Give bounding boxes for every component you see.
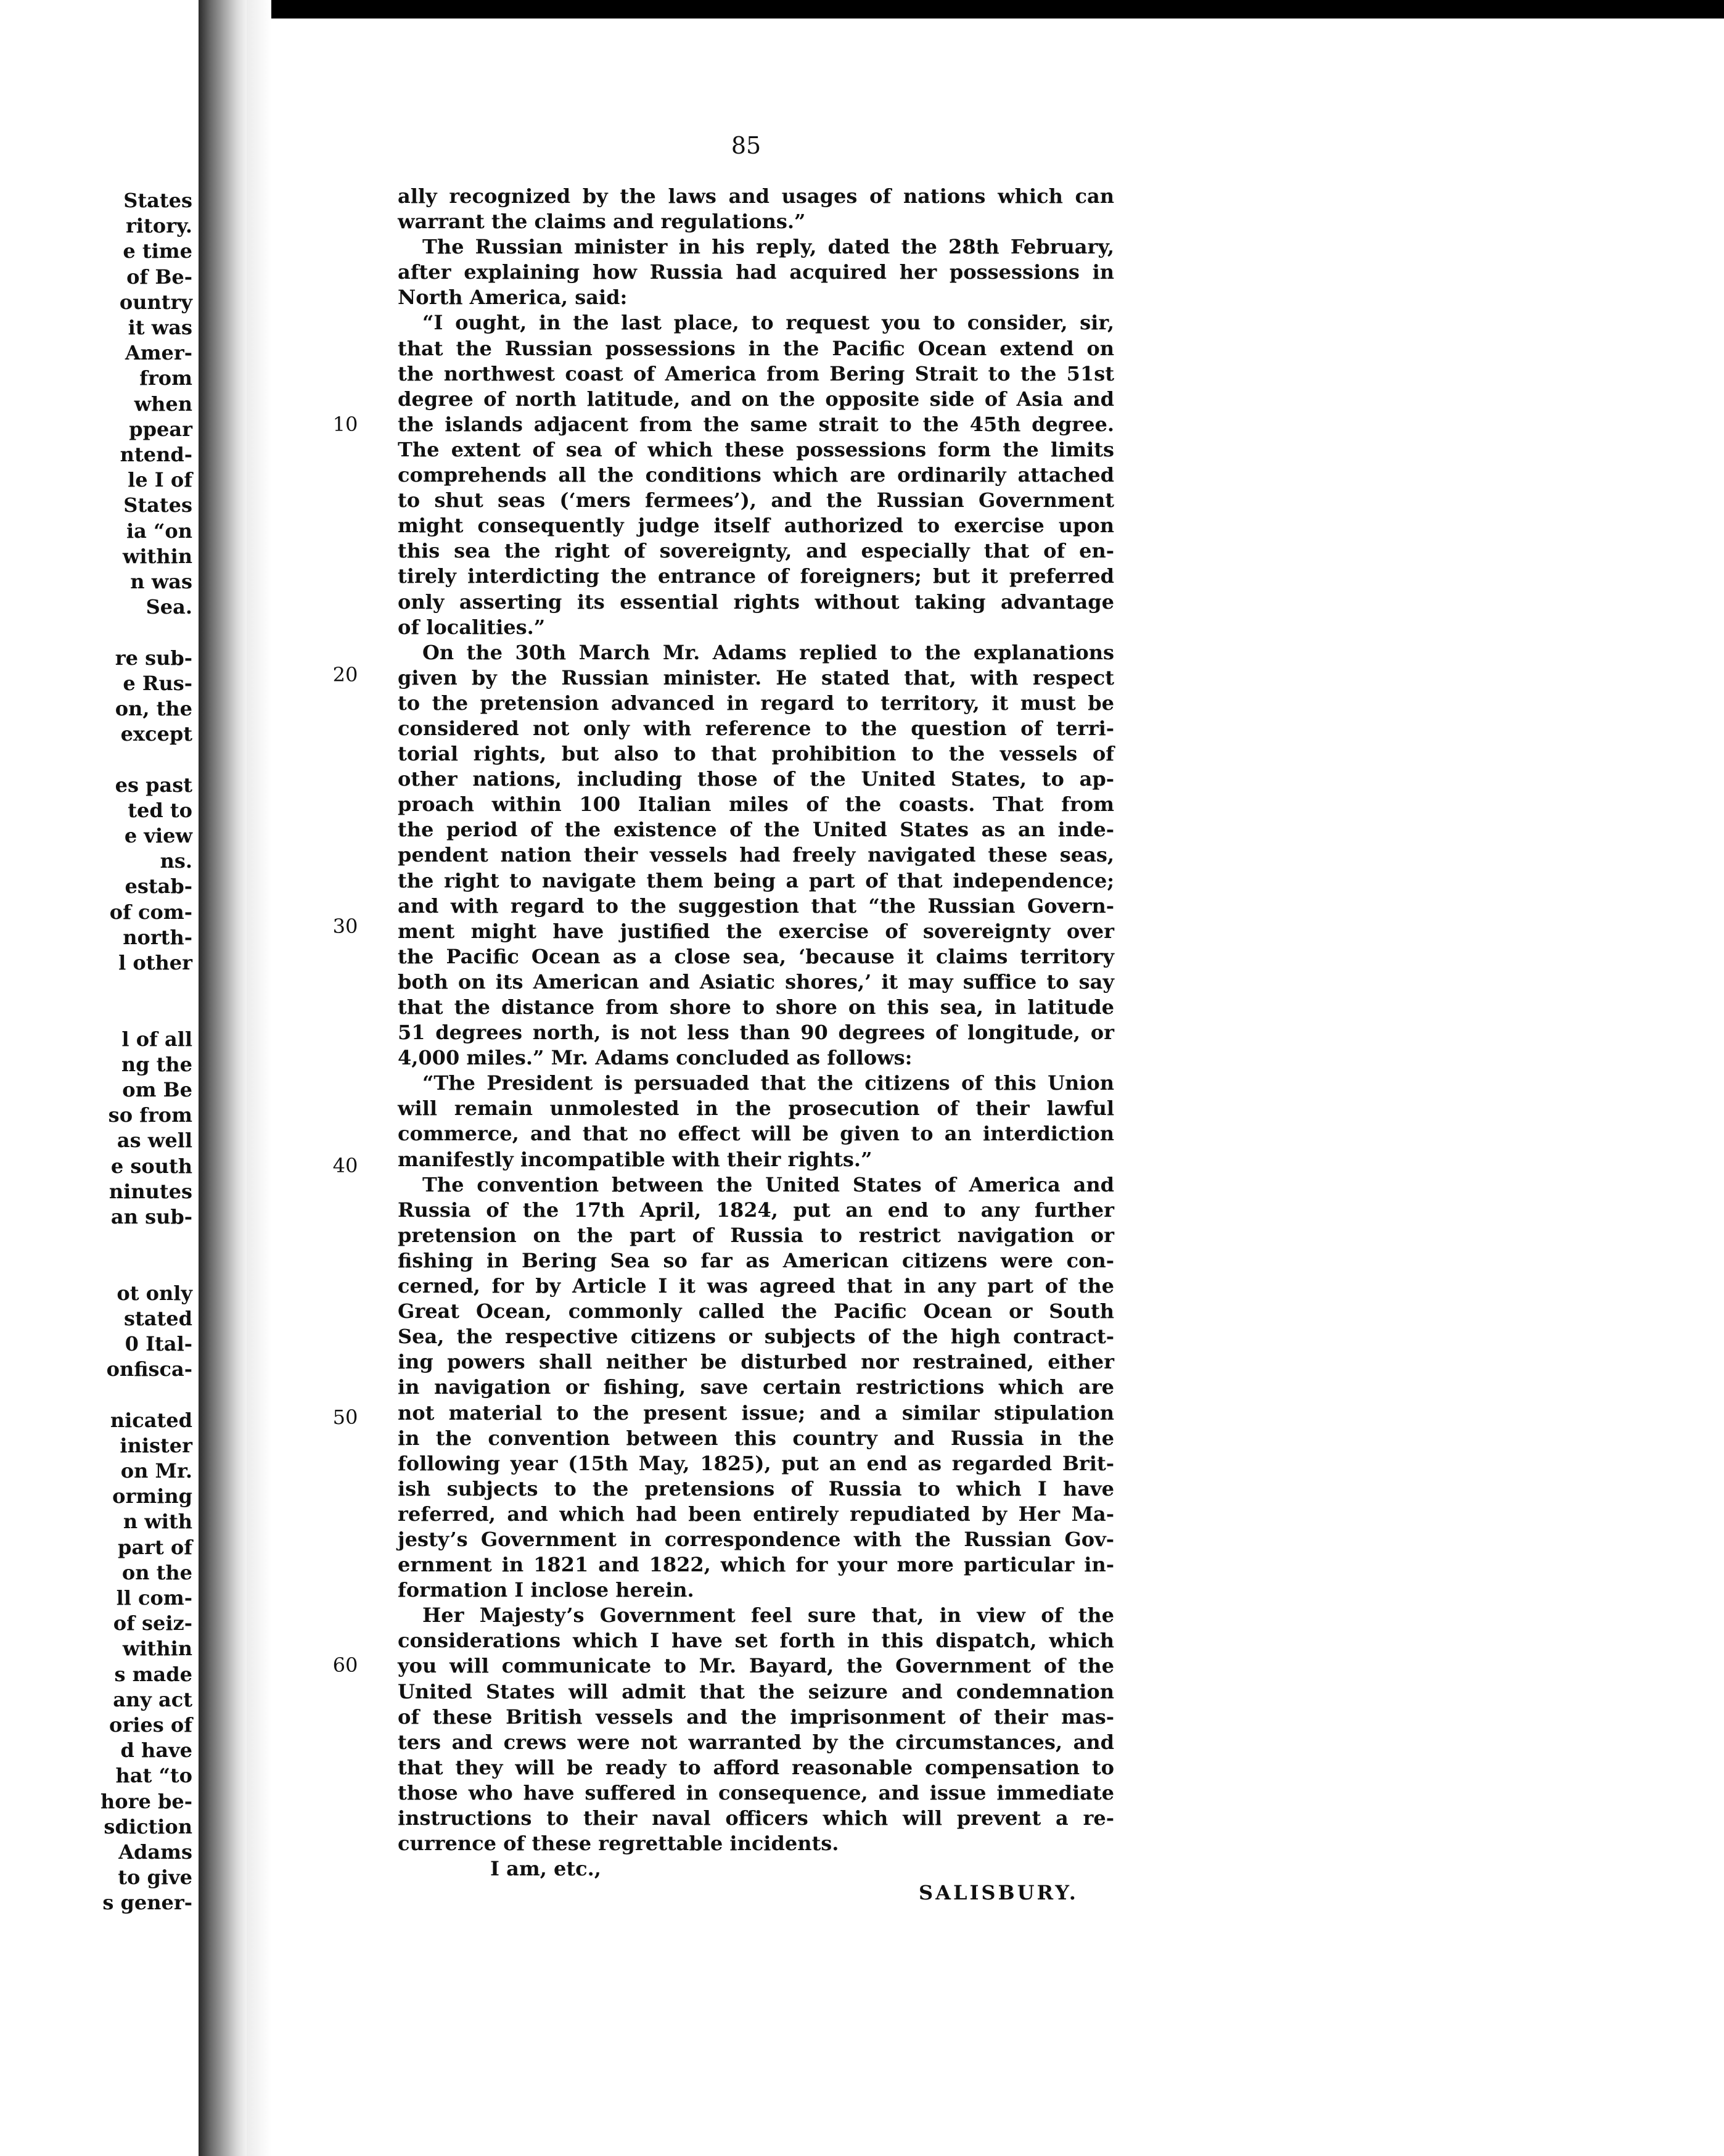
left-page-line: hat “to: [115, 1764, 192, 1788]
text-line: referred, and which had been entirely repudiated by Her Ma-: [398, 1502, 1114, 1526]
text-line: On the 30th March Mr. Adams replied to the explanations: [422, 640, 1114, 664]
text-line: Her Majesty’s Government feel sure that, in view of the: [422, 1603, 1114, 1627]
text-line: this sea the right of sovereignty, and especially that of en-: [398, 539, 1114, 563]
left-page-line: except: [120, 722, 192, 746]
text-line: I am, etc.,: [490, 1857, 601, 1881]
left-page-line: Sea.: [146, 595, 192, 619]
text-line: comprehends all the conditions which are ordinarily attached: [398, 463, 1114, 487]
text-line: considered not only with reference to the question of terri-: [398, 716, 1114, 740]
text-line: considerations which I have set forth in this dispatch, which: [398, 1629, 1114, 1653]
text-line: manifestly incompatible with their rights.”: [398, 1147, 872, 1171]
left-page-line: when: [134, 392, 192, 416]
text-line: the Pacific Ocean as a close sea, ‘because it claims territory: [398, 944, 1114, 968]
text-line: to shut seas (‘mers fermees’), and the Russian Government: [398, 488, 1114, 512]
text-line: those who have suffered in consequence, and issue immediate: [398, 1780, 1114, 1804]
text-line: to the pretension advanced in regard to territory, it must be: [398, 691, 1114, 715]
line-number-marker: 30: [332, 915, 358, 938]
left-page-line: orming: [112, 1484, 192, 1508]
left-page-line: e Rus-: [123, 671, 192, 695]
left-page-line: inister: [120, 1433, 192, 1457]
left-page-line: States: [123, 189, 192, 212]
left-page-line: Adams: [118, 1840, 192, 1864]
text-line: that they will be ready to afford reasonable compensation to: [398, 1755, 1114, 1779]
text-line: warrant the claims and regulations.”: [398, 210, 806, 234]
left-page-line: le I of: [128, 468, 192, 492]
left-page-line: on the: [121, 1560, 192, 1584]
left-page-line: as well: [117, 1129, 192, 1153]
line-number-marker: 50: [332, 1405, 358, 1429]
left-page-line: d have: [120, 1738, 192, 1763]
text-line: ters and crews were not warranted by the circumstances, and: [398, 1730, 1114, 1754]
text-line: following year (15th May, 1825), put an end as regarded Brit-: [398, 1451, 1114, 1475]
left-page-line: ninutes: [109, 1179, 192, 1203]
text-line: given by the Russian minister. He stated that, with respect: [398, 665, 1114, 689]
text-line: the islands adjacent from the same strait to the 45th degree.: [398, 412, 1114, 436]
text-line: cerned, for by Article I it was agreed that in any part of the: [398, 1274, 1114, 1298]
text-line: both on its American and Asiatic shores,’ it may suffice to say: [398, 969, 1114, 994]
left-page-line: any act: [113, 1687, 192, 1711]
left-page-line: of seiz-: [113, 1611, 192, 1636]
text-line: might consequently judge itself authorized to exercise upon: [398, 514, 1114, 538]
text-line: in the convention between this country and Russia in the: [398, 1426, 1114, 1450]
page-number: 85: [731, 132, 761, 159]
text-line: formation I inclose herein.: [398, 1578, 694, 1602]
text-line: not material to the present issue; and a similar stipulation: [398, 1401, 1114, 1425]
left-page-line: nicated: [110, 1408, 192, 1432]
left-page-line: ll com-: [116, 1586, 192, 1610]
text-line: the period of the existence of the United States as an inde-: [398, 818, 1114, 842]
text-line: jesty’s Government in correspondence with the Russian Gov-: [398, 1527, 1114, 1551]
text-line: pretension on the part of Russia to restrict navigation or: [398, 1223, 1114, 1247]
text-line: in navigation or fishing, save certain restrictions which are: [398, 1375, 1114, 1399]
line-number-marker: 40: [332, 1154, 358, 1177]
left-page-line: s gener-: [102, 1891, 192, 1915]
text-line: will remain unmolested in the prosecution of their lawful: [398, 1097, 1114, 1121]
left-page-line: ted to: [128, 798, 192, 822]
text-line: “The President is persuaded that the citizens of this Union: [422, 1071, 1114, 1095]
text-line: The extent of sea of which these possessions form the limits: [398, 437, 1114, 461]
text-line: United States will admit that the seizure and condemnation: [398, 1679, 1114, 1703]
left-page-line: n with: [123, 1510, 192, 1534]
left-page-line: within: [122, 1637, 192, 1661]
left-page-line: estab-: [125, 874, 192, 899]
text-line: tirely interdicting the entrance of foreigners; but it preferred: [398, 564, 1114, 588]
left-page-line: to give: [118, 1866, 192, 1890]
left-page-line: ntend-: [120, 443, 192, 466]
left-page-line: north-: [123, 925, 192, 949]
text-line: that the distance from shore to shore on this sea, in latitude: [398, 995, 1114, 1019]
text-line: currence of these regrettable incidents.: [398, 1832, 839, 1856]
left-page-line: an sub-: [110, 1205, 192, 1228]
left-page-line: part of: [118, 1535, 192, 1559]
text-line: and with regard to the suggestion that “the Russian Govern-: [398, 894, 1114, 918]
left-page-line: ns.: [160, 849, 192, 873]
left-page-line: e time: [123, 239, 192, 263]
signature: SALISBURY.: [919, 1881, 1078, 1904]
left-page-line: Amer-: [125, 341, 192, 365]
text-line: that the Russian possessions in the Pacific Ocean extend on: [398, 336, 1114, 360]
text-line: Great Ocean, commonly called the Pacific Ocean or South: [398, 1299, 1114, 1323]
line-number-marker: 20: [332, 663, 358, 686]
left-page-line: onfisca-: [106, 1357, 192, 1381]
text-line: proach within 100 Italian miles of the coasts. That from: [398, 792, 1114, 817]
text-line: the northwest coast of America from Bering Strait to the 51st: [398, 361, 1114, 385]
left-page-line: ories of: [109, 1713, 192, 1737]
left-page-line: ppear: [129, 417, 192, 441]
book-gutter-shadow: [199, 0, 247, 2156]
text-line: the right to navigate them being a part of that independence;: [398, 868, 1114, 892]
text-line: of localities.”: [398, 615, 546, 639]
left-page-line: on, the: [115, 697, 192, 720]
text-line: ment might have justified the exercise of sovereignty over: [398, 919, 1114, 943]
text-line: commerce, and that no effect will be given to an interdiction: [398, 1122, 1114, 1146]
left-page-line: n was: [130, 570, 192, 593]
line-number-marker: 10: [332, 413, 358, 436]
text-line: North America, said:: [398, 286, 628, 310]
left-page-line: it was: [128, 316, 192, 339]
left-page-line: stated: [123, 1306, 192, 1330]
text-line: torial rights, but also to that prohibition to the vessels of: [398, 742, 1114, 766]
left-page-line: 0 Ital-: [125, 1332, 192, 1356]
left-page-line: from: [139, 366, 192, 390]
left-page-fragment: [0, 0, 199, 2156]
text-line: 51 degrees north, is not less than 90 degrees of longitude, or: [398, 1021, 1114, 1045]
text-line: “I ought, in the last place, to request you to consider, sir,: [422, 311, 1114, 335]
left-page-line: ia “on: [126, 519, 192, 543]
left-page-line: es past: [115, 773, 192, 797]
left-page-line: ot only: [117, 1281, 192, 1305]
left-page-line: within: [122, 544, 192, 568]
left-page-line: hore be-: [101, 1789, 192, 1813]
text-line: pendent nation their vessels had freely navigated these seas,: [398, 843, 1114, 867]
left-page-line: of com-: [109, 900, 192, 924]
left-page-line: ountry: [119, 290, 192, 314]
text-line: fishing in Bering Sea so far as American citizens were con-: [398, 1248, 1114, 1272]
text-line: after explaining how Russia had acquired her possessions in: [398, 260, 1114, 284]
text-line: degree of north latitude, and on the opposite side of Asia and: [398, 387, 1114, 411]
text-line: 4,000 miles.” Mr. Adams concluded as follows:: [398, 1046, 913, 1070]
main-text-column: [398, 184, 1114, 1882]
left-page-line: e south: [110, 1154, 192, 1178]
left-page-line: on Mr.: [120, 1459, 192, 1483]
left-page-line: sdiction: [104, 1814, 192, 1838]
text-line: ing powers shall neither be disturbed nor restrained, either: [398, 1350, 1114, 1374]
left-page-line: l other: [118, 951, 192, 974]
text-line: Sea, the respective citizens or subjects of the high contract-: [398, 1325, 1114, 1349]
text-line: of these British vessels and the imprisonment of their mas-: [398, 1705, 1114, 1729]
text-line: ernment in 1821 and 1822, which for your more particular in-: [398, 1553, 1114, 1577]
text-line: you will communicate to Mr. Bayard, the Government of the: [398, 1654, 1114, 1678]
text-line: ish subjects to the pretensions of Russia to which I have: [398, 1476, 1114, 1500]
left-page-line: re sub-: [115, 646, 192, 670]
left-page-line: s made: [114, 1662, 192, 1686]
left-page-line: om Be: [122, 1078, 192, 1101]
text-line: Russia of the 17th April, 1824, put an end to any further: [398, 1198, 1114, 1222]
line-number-marker: 60: [332, 1653, 358, 1677]
left-page-line: ng the: [121, 1052, 192, 1076]
text-line: only asserting its essential rights without taking advantage: [398, 590, 1114, 614]
left-page-line: l of all: [121, 1027, 192, 1051]
text-line: other nations, including those of the United States, to ap-: [398, 767, 1114, 791]
left-page-line: of Be-: [126, 265, 192, 289]
text-line: ally recognized by the laws and usages of nations which can: [398, 184, 1114, 208]
left-page-line: ritory.: [125, 214, 192, 238]
text-line: The Russian minister in his reply, dated the 28th February,: [422, 235, 1114, 259]
gutter-edge: [247, 0, 271, 2156]
left-page-line: so from: [108, 1103, 192, 1127]
text-line: The convention between the United States of America and: [422, 1172, 1114, 1196]
left-page-line: States: [123, 493, 192, 517]
left-page-line: e view: [124, 824, 192, 847]
text-line: instructions to their naval officers which will prevent a re-: [398, 1806, 1114, 1830]
